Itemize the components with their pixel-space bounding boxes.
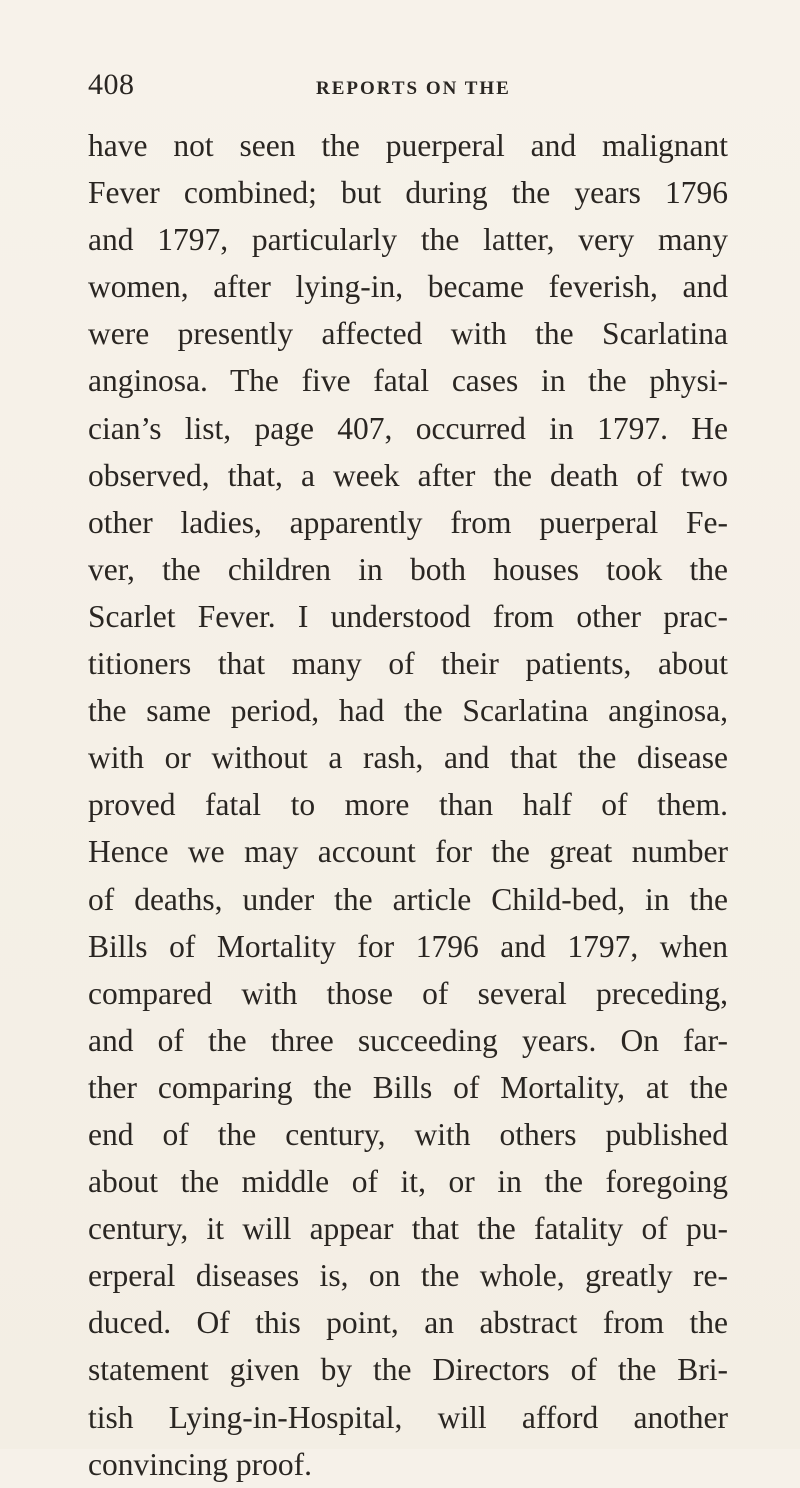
- text-line: with or without a rash, and that the disease: [88, 740, 728, 776]
- text-line: were presently affected with the Scarlatina: [88, 316, 728, 352]
- text-line: Bills of Mortality for 1796 and 1797, when: [88, 928, 728, 964]
- text-line: ver, the children in both houses took the: [88, 551, 728, 587]
- text-line: cian’s list, page 407, occurred in 1797. He: [88, 410, 728, 446]
- text-line: of deaths, under the article Child-bed, in the: [88, 881, 728, 917]
- running-head: [88, 68, 728, 108]
- text-line: duced. Of this point, an abstract from the: [88, 1305, 728, 1341]
- text-line: tish Lying-in-Hospital, will afford another: [88, 1399, 728, 1435]
- text-line: ther comparing the Bills of Mortality, at the: [88, 1069, 728, 1105]
- text-line: convincing proof.: [88, 1446, 312, 1482]
- text-line: about the middle of it, or in the foregoing: [88, 1164, 728, 1200]
- text-line: erperal diseases is, on the whole, greatly re-: [88, 1258, 728, 1294]
- text-line: Fever combined; but during the years 1796: [88, 175, 728, 211]
- text-line: and 1797, particularly the latter, very many: [88, 222, 728, 258]
- text-line: observed, that, a week after the death of two: [88, 457, 728, 493]
- running-title: REPORTS ON THE: [316, 78, 511, 99]
- text-line: have not seen the puerperal and malignant: [88, 128, 728, 163]
- text-line: Hence we may account for the great number: [88, 834, 728, 870]
- text-line: Scarlet Fever. I understood from other prac-: [88, 598, 728, 634]
- text-line: anginosa. The five fatal cases in the physi-: [88, 363, 728, 399]
- text-line: titioners that many of their patients, about: [88, 646, 728, 682]
- text-line: end of the century, with others published: [88, 1116, 728, 1152]
- text-line: statement given by the Directors of the Bri-: [88, 1352, 728, 1388]
- text-line: and of the three succeeding years. On far-: [88, 1022, 728, 1058]
- text-line: century, it will appear that the fatality of pu-: [88, 1211, 728, 1247]
- text-line: compared with those of several preceding,: [88, 975, 728, 1011]
- page-number: 408: [88, 68, 135, 101]
- text-line: the same period, had the Scarlatina anginosa,: [88, 693, 728, 729]
- text-line: proved fatal to more than half of them.: [88, 787, 728, 823]
- text-line: other ladies, apparently from puerperal Fe-: [88, 504, 728, 540]
- text-line: women, after lying-in, became feverish, and: [88, 269, 728, 305]
- body-text: [88, 122, 728, 1488]
